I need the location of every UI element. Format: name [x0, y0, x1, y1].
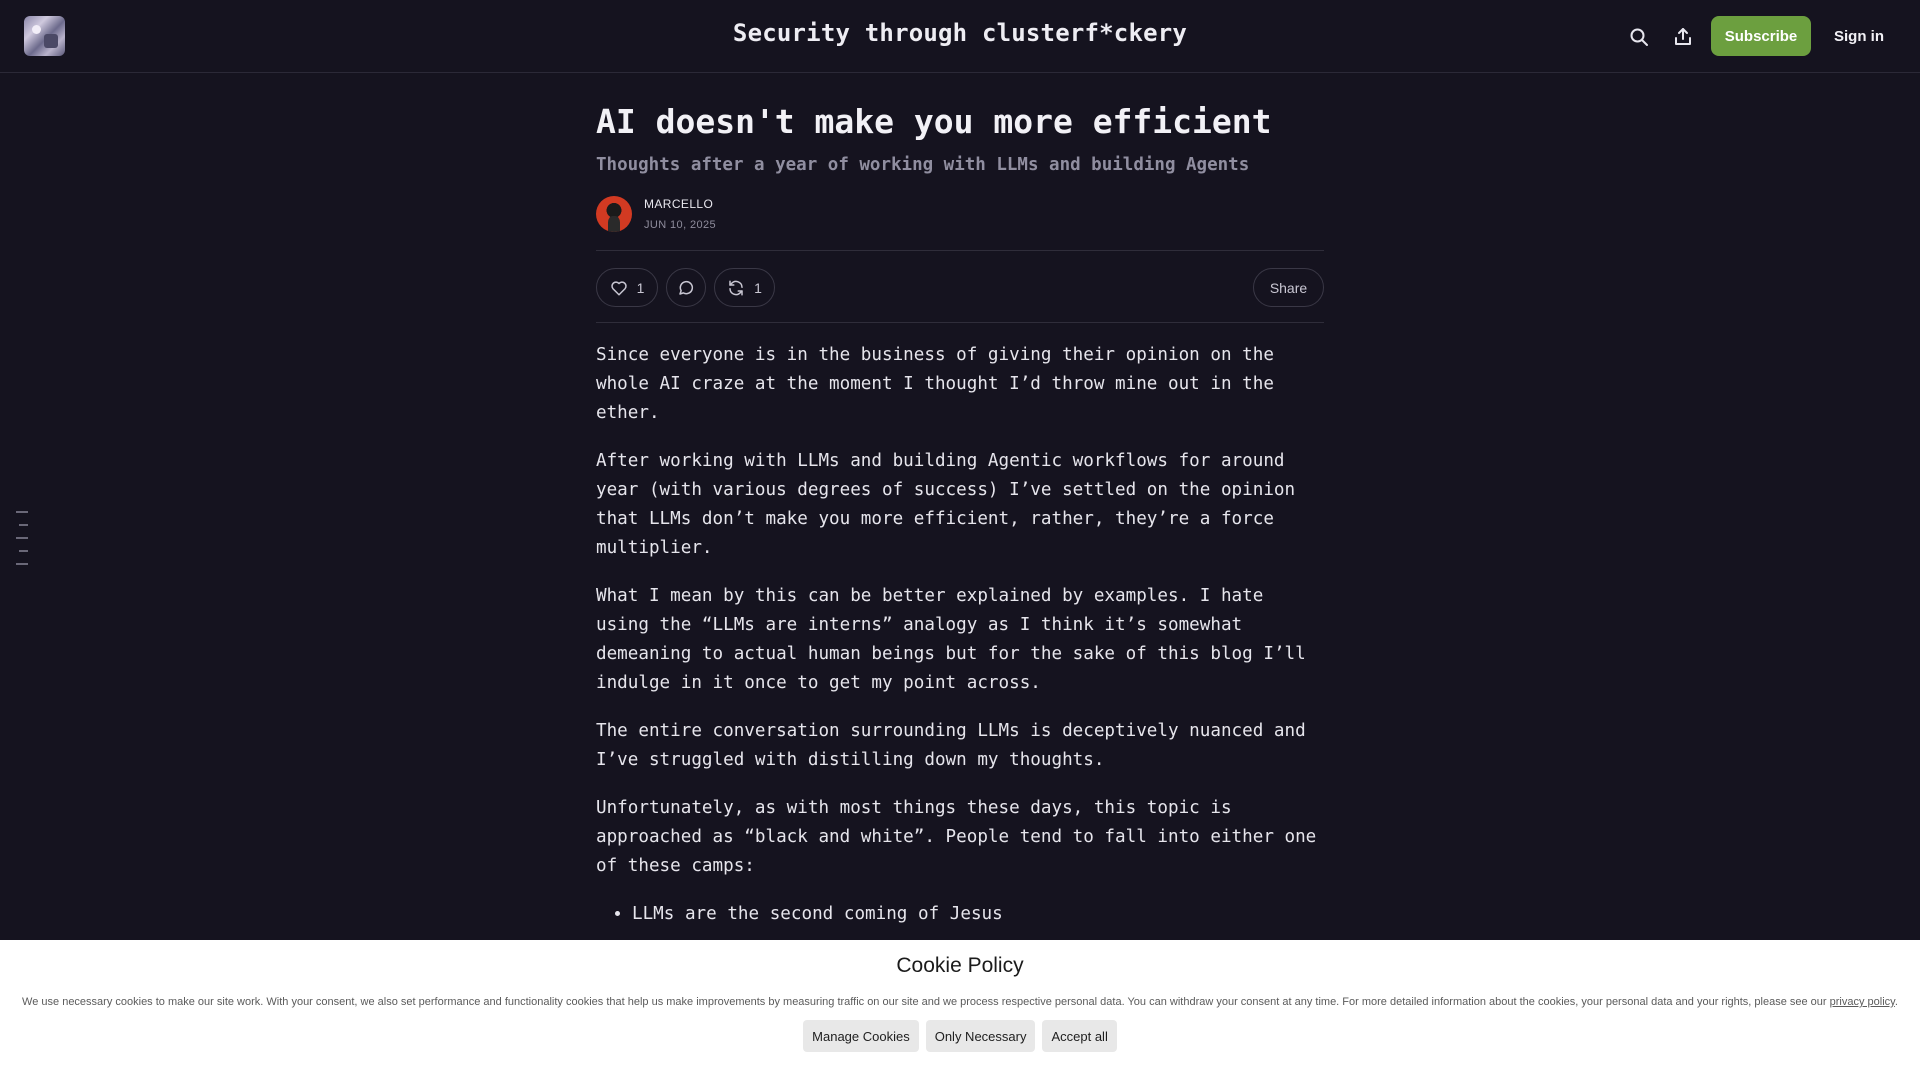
body-paragraph: What I mean by this can be better explained by examples. I hate using the “LLMs are interns” analogy as I think it’s somewhat demeaning to actual human beings but for the sake of this blog I’ll indulge in it once to get my point across.: [596, 586, 1306, 693]
search-icon: [1629, 27, 1649, 47]
site-title: Security through clusterf*ckery: [732, 19, 1188, 47]
heart-icon: [610, 279, 628, 297]
cookie-text-end: .: [1894, 996, 1898, 1008]
body-paragraph: The entire conversation surrounding LLMs is deceptively nuanced and I’ve struggled with distilling down my thoughts.: [596, 721, 1306, 770]
subscribe-button[interactable]: Subscribe: [1711, 16, 1811, 56]
post-actions-bar: [596, 250, 1324, 323]
toc-mark[interactable]: [16, 563, 28, 565]
comment-icon: [677, 279, 695, 297]
cookie-text: [15, 992, 1905, 1012]
body-paragraph: After working with LLMs and building Agentic workflows for around year (with various degrees of success) I’ve settled on the opinion that LLMs don’t make you more efficient, rather, they’re a force multiplier.: [596, 451, 1296, 558]
restack-count: 1: [754, 279, 762, 296]
search-button[interactable]: [1624, 22, 1654, 52]
publication-logo-icon[interactable]: [24, 16, 65, 56]
byline: [596, 194, 1324, 234]
manage-cookies-button[interactable]: Manage Cookies: [803, 1020, 919, 1052]
author-avatar[interactable]: [596, 196, 632, 232]
comment-button[interactable]: [666, 268, 706, 307]
article: [596, 96, 1324, 929]
toc-mark[interactable]: [16, 537, 28, 539]
restack-button[interactable]: [714, 268, 775, 307]
share-button[interactable]: Share: [1253, 268, 1324, 307]
cookie-description: We use necessary cookies to make our site work. With your consent, we also set performance and functionality cookies that help us make improvements by measuring traffic on our site and we process respective personal data. You can withdraw your consent at any time. For more detailed information about the cookies, your personal data and your rights, please see our: [22, 996, 1827, 1008]
toc-mark[interactable]: [19, 550, 28, 552]
cookie-buttons: [0, 1020, 1920, 1052]
only-necessary-button[interactable]: Only Necessary: [926, 1020, 1036, 1052]
cookie-banner: [0, 940, 1920, 1080]
share-page-button[interactable]: [1668, 22, 1698, 52]
like-button[interactable]: [596, 268, 658, 307]
restack-icon: [727, 279, 745, 297]
post-title: AI doesn't make you more efficient: [596, 102, 1272, 141]
post-subtitle: Thoughts after a year of working with LLMs and building Agents: [596, 155, 1250, 175]
author-name[interactable]: MARCELLO: [644, 196, 714, 211]
share-icon: [1673, 27, 1693, 47]
post-date: JUN 10, 2025: [644, 218, 717, 231]
list-item: • LLMs are the second coming of Jesus: [632, 900, 1324, 929]
cookie-title: Cookie Policy: [896, 954, 1024, 977]
accept-all-button[interactable]: Accept all: [1042, 1020, 1116, 1052]
body-paragraph: Unfortunately, as with most things these days, this topic is approached as “black and white”. People tend to fall into either one of these camps:: [596, 798, 1317, 876]
body-paragraph: Since everyone is in the business of giving their opinion on the whole AI craze at the moment I thought I’d throw mine out in the ether.: [596, 345, 1274, 423]
toc-mark[interactable]: [16, 511, 28, 513]
like-count: 1: [636, 279, 645, 296]
top-navigation-bar: [0, 0, 1920, 73]
table-of-contents-indicator[interactable]: [16, 511, 30, 576]
toc-mark[interactable]: [19, 524, 28, 526]
post-body: [596, 341, 1324, 929]
sign-in-button[interactable]: Sign in: [1822, 16, 1896, 56]
bullet-list: [596, 900, 1324, 929]
privacy-policy-link[interactable]: privacy policy: [1829, 996, 1895, 1008]
